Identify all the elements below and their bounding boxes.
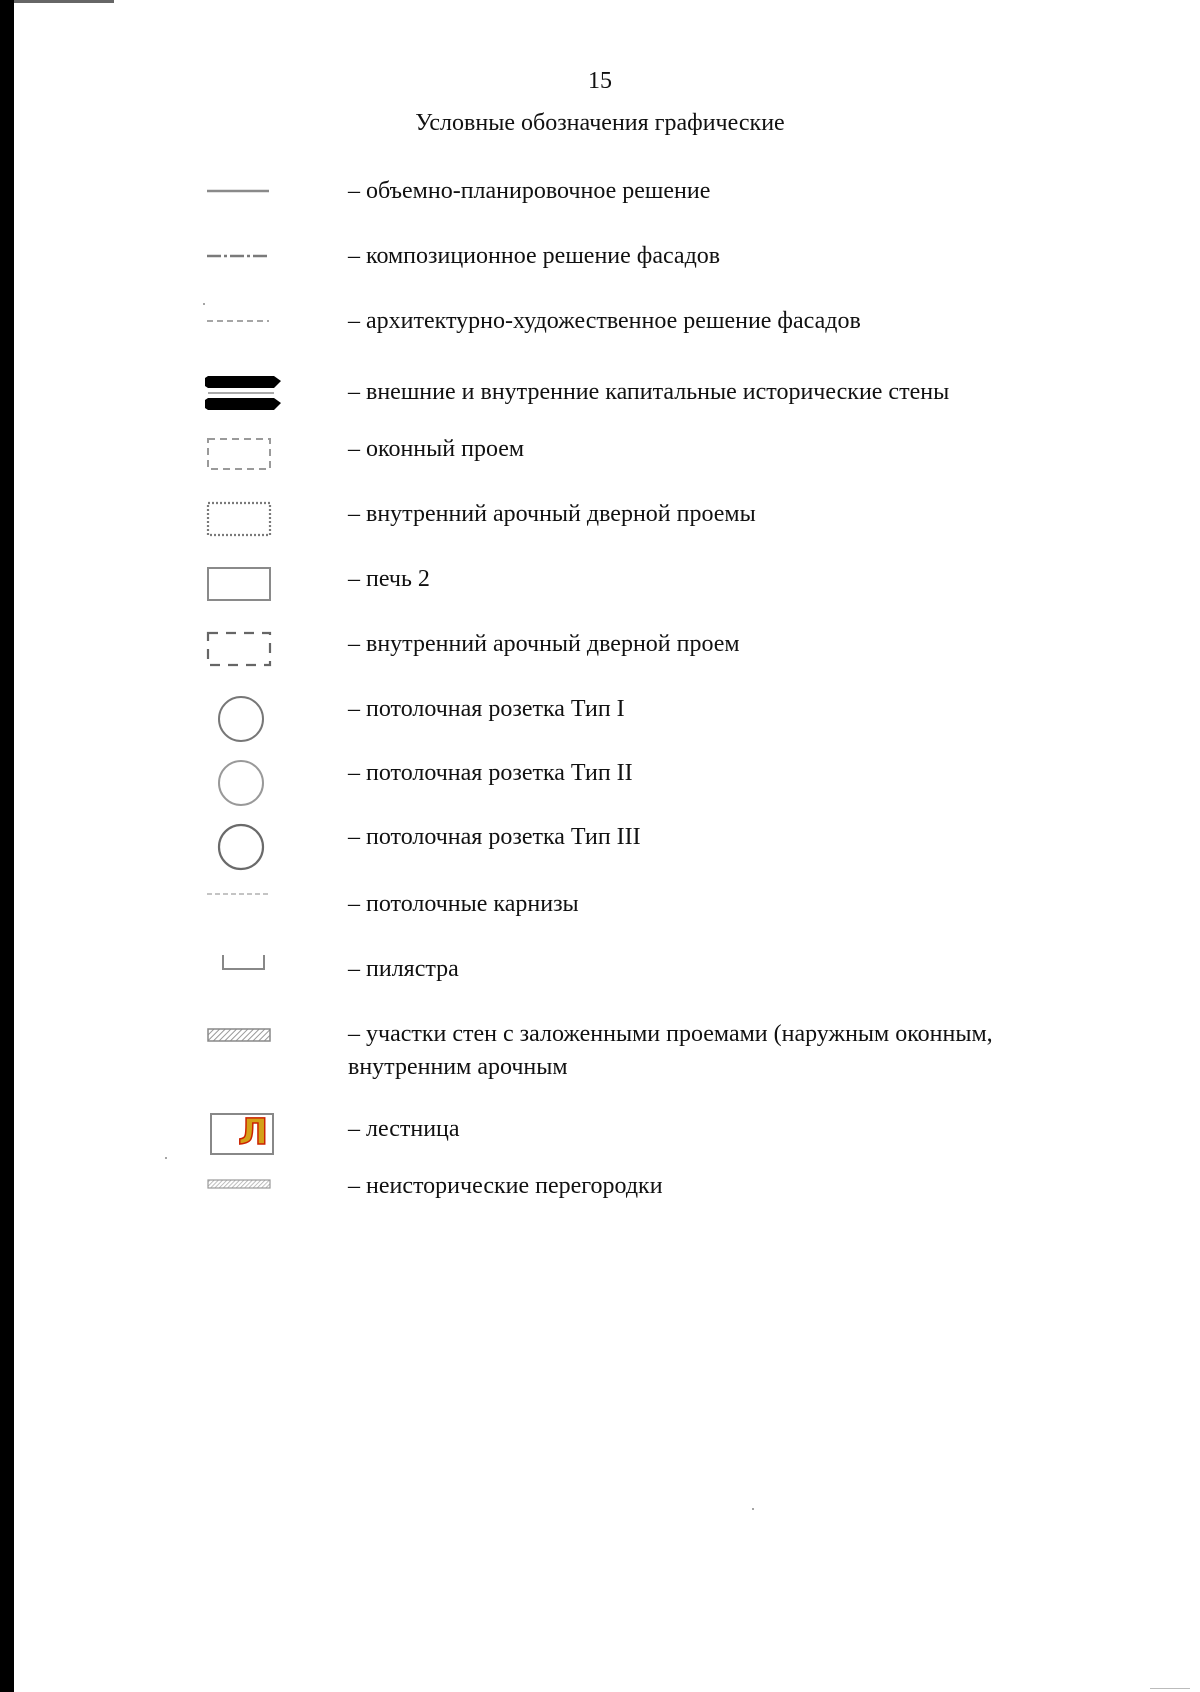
legend-label: – потолочная розетка Тип I xyxy=(348,696,625,722)
legend-item xyxy=(0,370,1200,418)
legend-label: – архитектурно-художественное решение фасадов xyxy=(348,308,861,334)
scan-border-top xyxy=(14,0,114,3)
legend-label: – потолочная розетка Тип II xyxy=(348,760,633,786)
legend-item xyxy=(0,1018,1200,1088)
legend-item xyxy=(0,757,1200,807)
legend-label: – участки стен с заложенными проемами (наружным оконным, xyxy=(348,1021,993,1047)
legend-item xyxy=(0,1170,1200,1204)
window-opening-symbol xyxy=(205,436,275,472)
legend-label: – внешние и внутренние капитальные исторические стены xyxy=(348,379,950,405)
solid-rectangle-symbol xyxy=(205,565,275,603)
legend-label: – лестница xyxy=(348,1116,460,1142)
legend-item xyxy=(0,498,1200,538)
legend-label: – печь 2 xyxy=(348,566,430,592)
legend-label: – потолочная розетка Тип III xyxy=(348,824,641,850)
legend-item xyxy=(0,305,1200,339)
page-title: Условные обозначения графические xyxy=(415,110,785,136)
legend-label: – внутренний арочный дверной проемы xyxy=(348,501,756,527)
circle-symbol xyxy=(215,757,267,809)
legend-item xyxy=(0,1113,1200,1159)
legend-item xyxy=(0,628,1200,668)
bracket-rectangle-symbol xyxy=(205,630,275,668)
circle-symbol xyxy=(215,821,267,873)
legend-label: – оконный проем xyxy=(348,436,525,462)
legend-label: – пилястра xyxy=(348,956,459,982)
hatched-bar-symbol xyxy=(205,1026,275,1046)
legend-label: – композиционное решение фасадов xyxy=(348,243,721,269)
scan-speck xyxy=(752,1508,754,1510)
legend-item xyxy=(0,953,1200,987)
legend-item xyxy=(0,563,1200,603)
legend-item xyxy=(0,175,1200,209)
solid-line-symbol xyxy=(205,181,271,201)
staircase-symbol xyxy=(210,1113,274,1155)
dash-dot-line-symbol xyxy=(205,246,271,266)
legend-item xyxy=(0,693,1200,743)
legend-item xyxy=(0,821,1200,871)
dotted-rectangle-symbol xyxy=(205,500,275,538)
legend-item xyxy=(0,888,1200,922)
legend-label: – объемно-планировочное решение xyxy=(348,178,711,204)
dashed-line-symbol xyxy=(205,311,271,331)
thin-hatched-bar-symbol xyxy=(205,1176,275,1194)
legend-item xyxy=(0,433,1200,473)
scan-speck xyxy=(203,303,205,305)
pilaster-symbol xyxy=(220,953,270,975)
legend-item xyxy=(0,240,1200,274)
legend-label: – потолочные карнизы xyxy=(348,891,579,917)
capital-wall-symbol xyxy=(205,370,285,418)
legend-label: – неисторические перегородки xyxy=(348,1173,663,1199)
page-number: 15 xyxy=(588,68,612,94)
light-dashed-line-symbol xyxy=(205,888,271,908)
staircase-glyph: Л xyxy=(238,1112,268,1153)
scan-speck xyxy=(1150,1688,1190,1689)
legend-label-continued: внутренним арочным xyxy=(348,1054,568,1080)
circle-symbol xyxy=(215,693,267,745)
scan-speck xyxy=(165,1157,167,1159)
legend-label: – внутренний арочный дверной проем xyxy=(348,631,740,657)
